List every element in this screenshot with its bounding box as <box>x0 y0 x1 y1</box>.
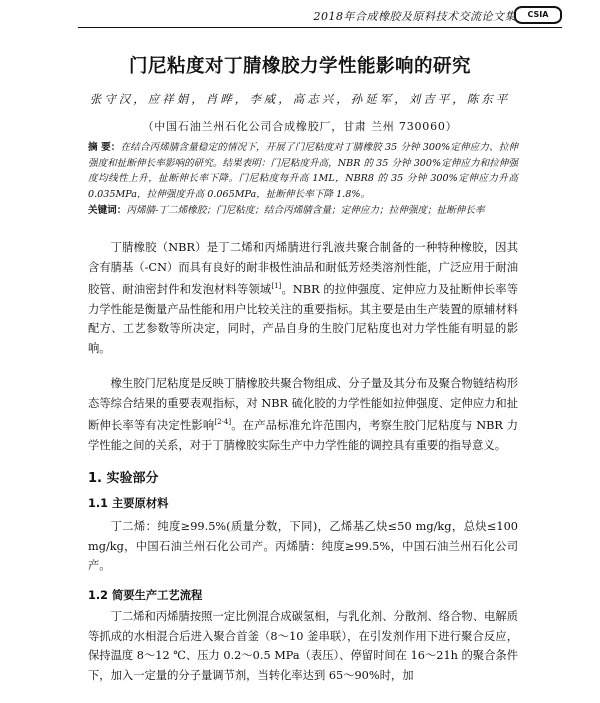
p2-tail: 。在产品标准允许范围内，考察生胶门尼粘度与 NBR 力学性能之间的关系，对于丁腈橡胶实际生产中力学性能的调控具有重要的指导意义。 <box>88 418 518 452</box>
abstract-label: 摘 要： <box>88 142 121 153</box>
subsection-heading-materials: 1.1 主要原材料 <box>88 497 169 510</box>
keywords <box>88 203 518 219</box>
affiliation: （中国石油兰州石化公司合成橡胶厂，甘肃 兰州 730060） <box>142 120 458 133</box>
p1-text: 丁腈橡胶（NBR）是丁二烯和丙烯腈进行乳液共聚合制备的一种特种橡胶，因其含有腈基（-CN）而具有良好的耐非极性油品和耐低芳烃类溶剂性能，广泛应用于耐油胶管、耐油密封件和发泡材料等领域 <box>88 241 518 296</box>
keywords-label: 关键词： <box>88 205 127 216</box>
p1-tail: 。NBR 的拉伸强度、定伸应力及扯断伸长率等力学性能是衡量产品性能和用户比较关注的重要指标。其主要是由生产装置的原辅材料配方、工艺参数等所决定，同时，产品自身的生胶门尼粘度也对力学性能有明显的影响。 <box>88 282 518 355</box>
citation-2-4: [2-4] <box>214 418 232 427</box>
author-list: 张守汉，应祥娟，肖晔，李威，高志兴，孙延军，刘吉平，陈东平 <box>89 92 511 106</box>
running-title: 2018年合成橡胶及原料技术交流论文集 <box>313 10 516 23</box>
subsection-heading-process: 1.2 简要生产工艺流程 <box>88 589 203 602</box>
csia-logo: CSIA <box>514 6 562 24</box>
materials-paragraph: 丁二烯：纯度≥99.5%(质量分数，下同)，乙烯基乙炔≤50 mg/kg，总炔≤100 mg/kg，中国石油兰州石化公司产。丙烯腈：纯度≥99.5%，中国石油兰州石化公司产。 <box>88 520 518 573</box>
intro-paragraph-2 <box>88 374 518 455</box>
section-heading-experimental: 1. 实验部分 <box>88 471 159 486</box>
header-rule <box>78 27 562 28</box>
paper-title: 门尼粘度对丁腈橡胶力学性能影响的研究 <box>128 56 471 77</box>
process-paragraph: 丁二烯和丙烯腈按照一定比例混合成碳氢相，与乳化剂、分散剂、络合物、电解质等抓成的水相混合后进入聚合首釜（8～10 釜串联），在引发剂作用下进行聚合反应，保持温度 8～12 ℃、压力 0.2～0.5 MPa（表压）、停留时间在 16～21h 的聚合条件下，加入一定量的分子量调节剂，当转化率达到 65～90%时，加 <box>88 610 518 682</box>
running-header <box>0 0 600 28</box>
p2-text: 橡生胶门尼粘度是反映丁腈橡胶共聚合物组成、分子量及其分布及聚合物链结构形态等综合结果的重要表观指标，对 NBR 硫化胶的力学性能如拉伸强度、定伸应力和扯断伸长率等有决定性影响 <box>88 377 518 432</box>
keywords-text: 丙烯腈-丁二烯橡胶；门尼粘度；结合丙烯腈含量；定伸应力；拉伸强度；扯断伸长率 <box>126 205 485 216</box>
abstract <box>88 140 518 202</box>
citation-1: [1] <box>271 282 282 291</box>
abstract-text: 在结合丙烯腈含量稳定的情况下，开展了门尼粘度对丁腈橡胶 35 分钟 300%定伸应力、拉伸强度和扯断伸长率影响的研究。结果表明：门尼粘度升高，NBR 的 35 分钟 300%定伸应力和拉伸强度均线性上升，扯断伸长率下降。门尼粘度每升高 1ML，NBR8 的 35 分钟 300%定伸应力升高 0.035MPa，拉伸强度升高 0.065MPa，扯断伸长率下降 1.8%。 <box>88 142 518 200</box>
intro-paragraph-1 <box>88 238 518 358</box>
